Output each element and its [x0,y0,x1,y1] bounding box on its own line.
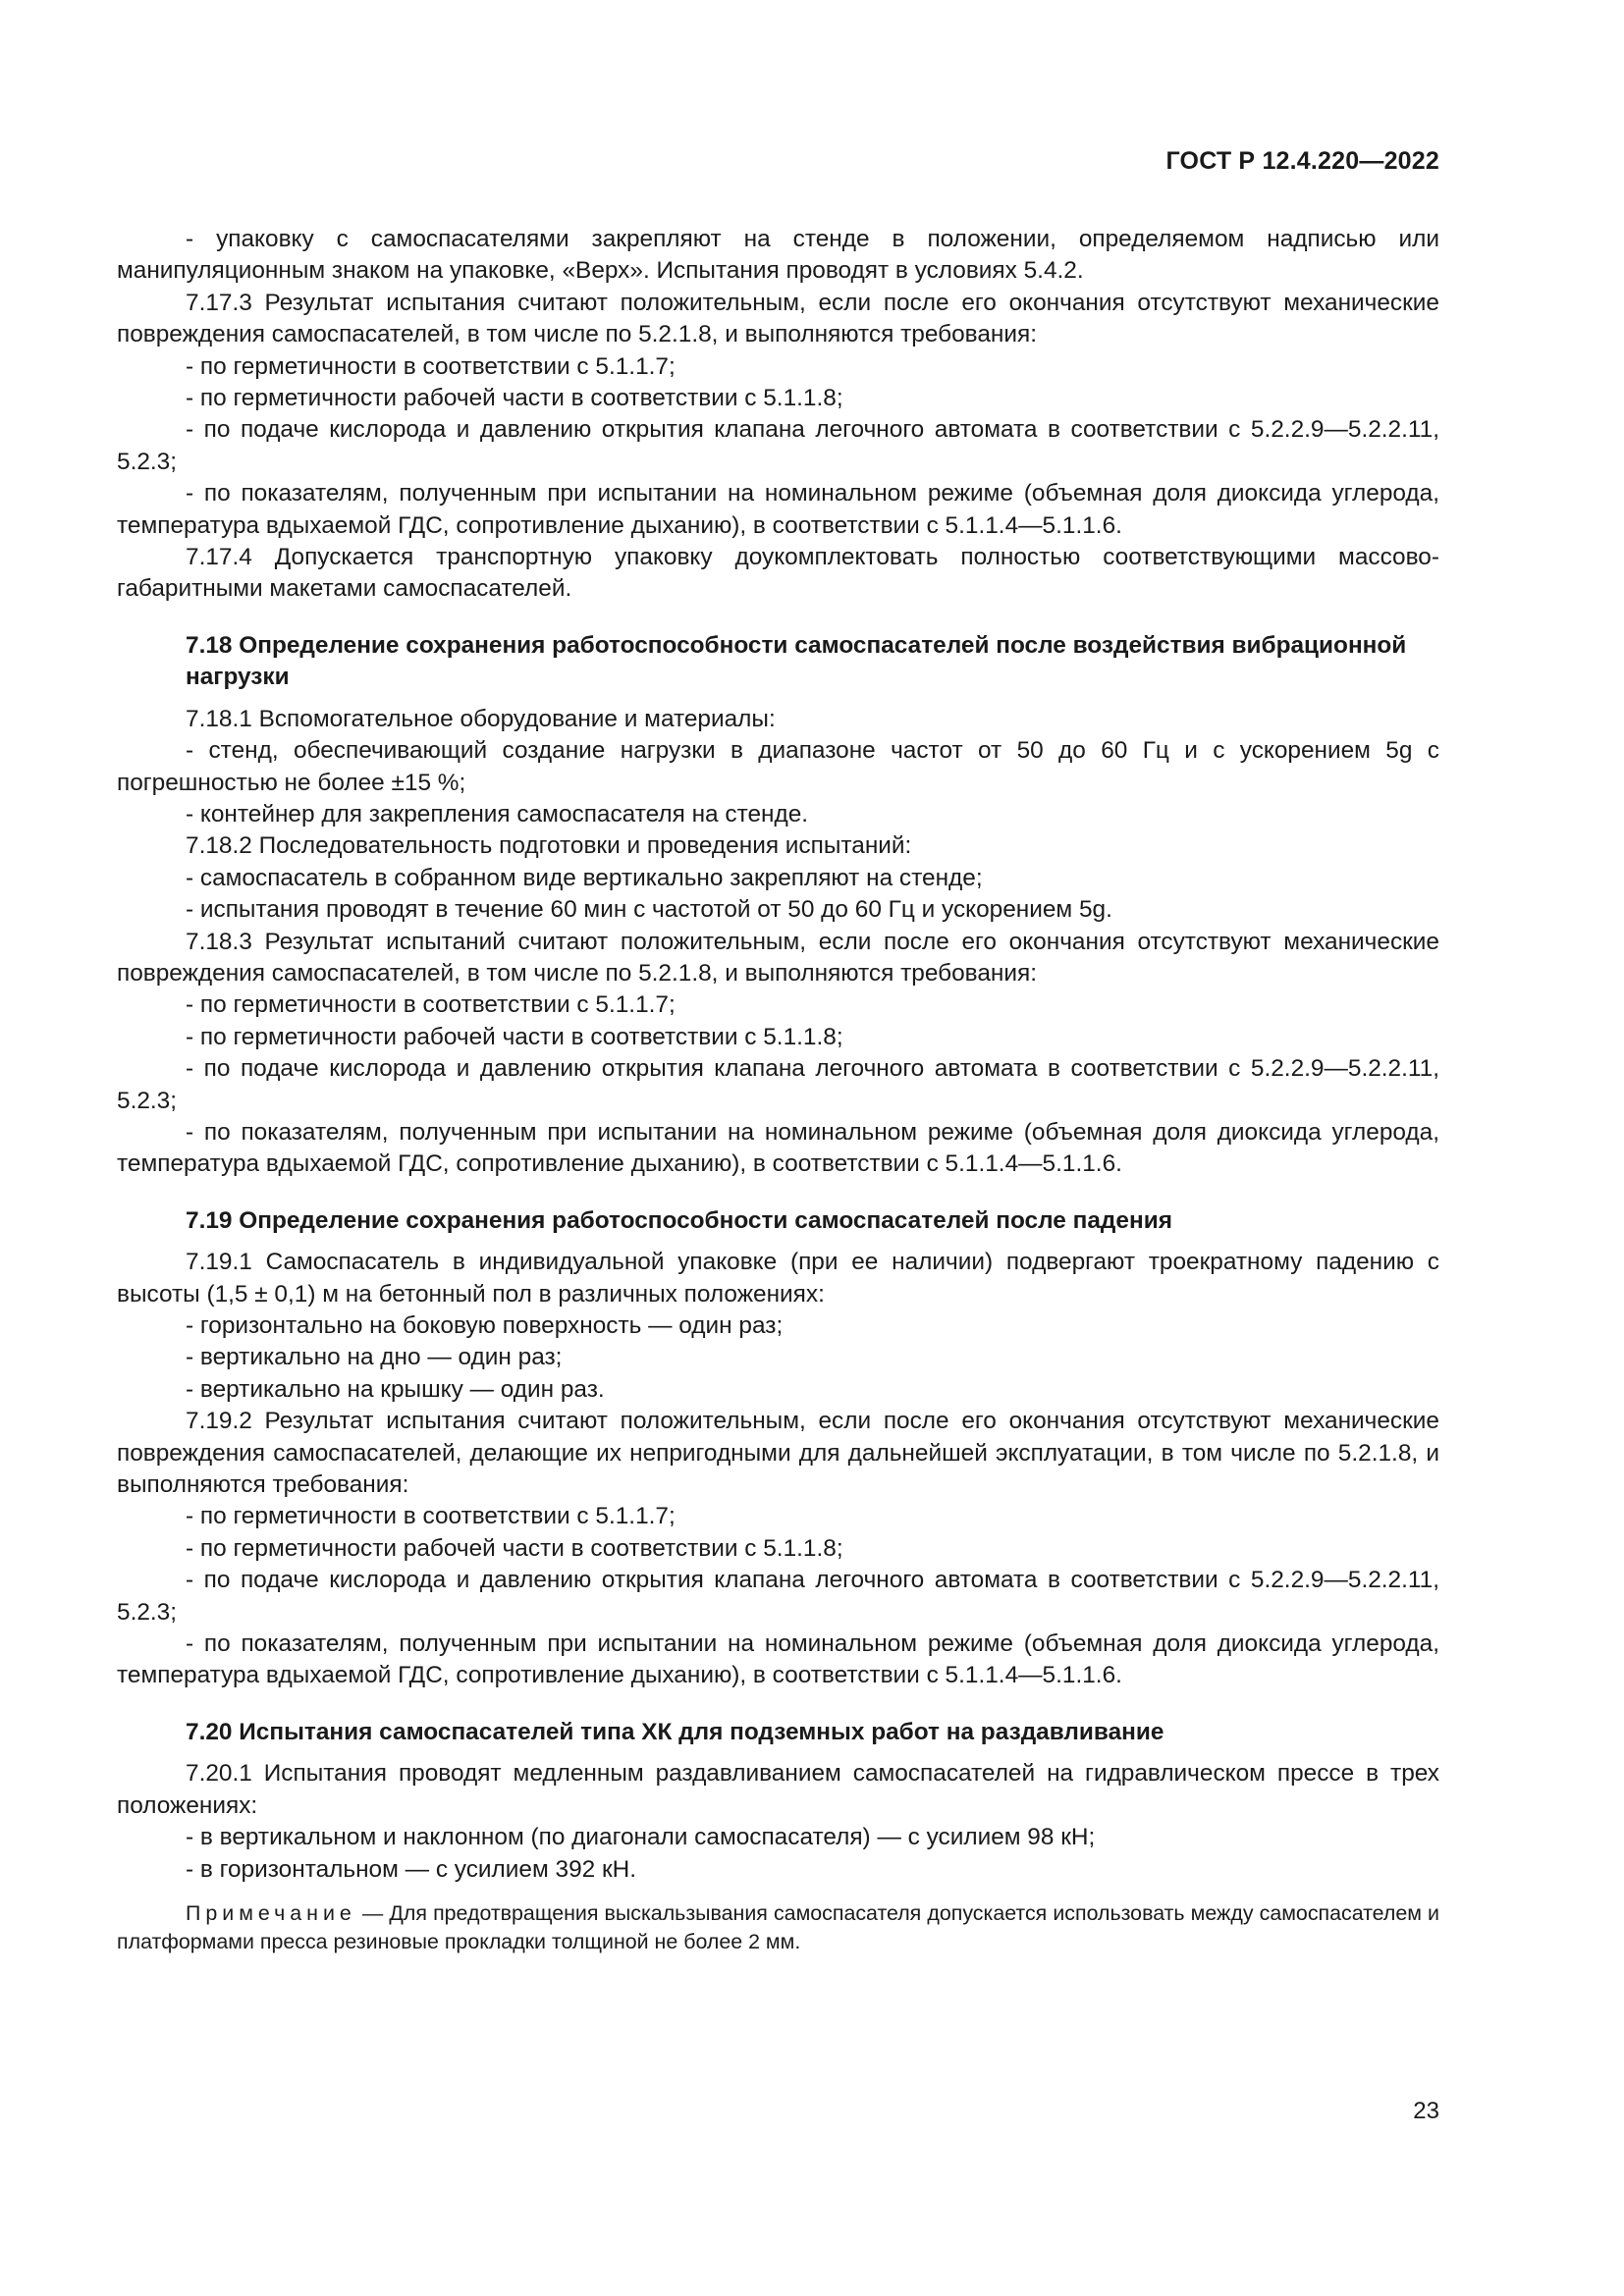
paragraph: 7.19.1 Самоспасатель в индивидуальной упаковке (при ее наличии) подвергают троекратному падению с высоты (1,5 ± 0,1) м на бетонный пол в различных положениях: [117,1249,1439,1308]
list-item: - по герметичности в соответствии с 5.1.1.7; [186,1503,676,1530]
paragraph: 7.18.2 Последовательность подготовки и проведения испытаний: [186,832,912,860]
paragraph: 7.20.1 Испытания проводят медленным раздавливанием самоспасателей на гидравлическом прессе в трех положениях: [117,1760,1439,1819]
note [117,1899,1439,1956]
note-label: Примечание [186,1900,356,1925]
paragraph: 7.19.2 Результат испытания считают положительным, если после его окончания отсутствуют механические повреждения самоспасателей, делающие их непригодными для дальнейшей эксплуатации, в том числе по 5.2.1.8, и выполняются требования: [117,1408,1439,1499]
list-item: - по показателям, полученным при испытании на номинальном режиме (объемная доля диоксида углерода, температура вдыхаемой ГДС, сопротивление дыханию), в соответствии с 5.1.1.4—5.1.1.6. [117,1118,1439,1178]
section-heading: 7.20 Испытания самоспасателей типа ХК для подземных работ на раздавливание [186,1718,1164,1745]
list-item: - испытания проводят в течение 60 мин с частотой от 50 до 60 Гц и ускорением 5g. [186,896,1112,924]
list-item: - по герметичности рабочей части в соответствии с 5.1.1.8; [186,385,843,412]
paragraph: 7.17.3 Результат испытания считают положительным, если после его окончания отсутствуют механические повреждения самоспасателей, в том числе по 5.2.1.8, и выполняются требования: [117,289,1439,348]
section-heading: 7.19 Определение сохранения работоспособности самоспасателей после падения [186,1206,1172,1234]
list-item: - горизонтально на боковую поверхность — один раз; [186,1312,784,1339]
list-item: - по герметичности в соответствии с 5.1.1.7; [186,991,676,1019]
list-item: - по подаче кислорода и давлению открытия клапана легочного автомата в соответствии с 5.2.2.9—5.2.2.11, 5.2.3; [117,1567,1439,1626]
list-item: - по герметичности рабочей части в соответствии с 5.1.1.8; [186,1023,843,1050]
list-item: - по герметичности рабочей части в соответствии с 5.1.1.8; [186,1534,843,1562]
list-item: - по показателям, полученным при испытании на номинальном режиме (объемная доля диоксида углерода, температура вдыхаемой ГДС, сопротивление дыханию), в соответствии с 5.1.1.4—5.1.1.6. [117,1630,1439,1689]
document-body [117,224,1439,1956]
section-heading: 7.18 Определение сохранения работоспособности самоспасателей после воздействия вибрационной нагрузки [186,631,1407,691]
list-item: - в вертикальном и наклонном (по диагонали самоспасателя) — с усилием 98 кН; [186,1824,1096,1851]
list-item: - вертикально на дно — один раз; [186,1344,563,1371]
list-item: - по подаче кислорода и давлению открытия клапана легочного автомата в соответствии с 5.2.2.9—5.2.2.11, 5.2.3; [117,416,1439,475]
document-number-header: ГОСТ Р 12.4.220—2022 [1165,147,1439,175]
list-item: - контейнер для закрепления самоспасателя на стенде. [186,800,809,828]
list-item: - по показателям, полученным при испытании на номинальном режиме (объемная доля диоксида углерода, температура вдыхаемой ГДС, сопротивление дыханию), в соответствии с 5.1.1.4—5.1.1.6. [117,480,1439,539]
note-text: — Для предотвращения выскальзывания самоспасателя допускается использовать между самоспасателем и платформами пресса резиновые прокладки толщиной не более 2 мм. [117,1900,1439,1953]
list-item: - по герметичности в соответствии с 5.1.1.7; [186,352,676,380]
list-item: - по подаче кислорода и давлению открытия клапана легочного автомата в соответствии с 5.2.2.9—5.2.2.11, 5.2.3; [117,1055,1439,1114]
list-item: - вертикально на крышку — один раз. [186,1375,605,1403]
list-item: - стенд, обеспечивающий создание нагрузки в диапазоне частот от 50 до 60 Гц и с ускорением 5g с погрешностью не более ±15 %; [117,737,1439,796]
list-item: - самоспасатель в собранном виде вертикально закрепляют на стенде; [186,864,983,891]
list-item: - в горизонтальном — с усилием 392 кН. [186,1855,637,1883]
paragraph: 7.18.3 Результат испытаний считают положительным, если после его окончания отсутствуют механические повреждения самоспасателей, в том числе по 5.2.1.8, и выполняются требования: [117,928,1439,987]
page-number: 23 [1413,2098,1439,2124]
paragraph: 7.18.1 Вспомогательное оборудование и материалы: [186,705,776,732]
paragraph: 7.17.4 Допускается транспортную упаковку доукомплектовать полностью соответствующими массово-габаритными макетами самоспасателей. [117,544,1439,603]
paragraph: - упаковку с самоспасателями закрепляют на стенде в положении, определяемом надписью или манипуляционным знаком на упаковке, «Верх». Испытания проводят в условиях 5.4.2. [117,226,1439,285]
